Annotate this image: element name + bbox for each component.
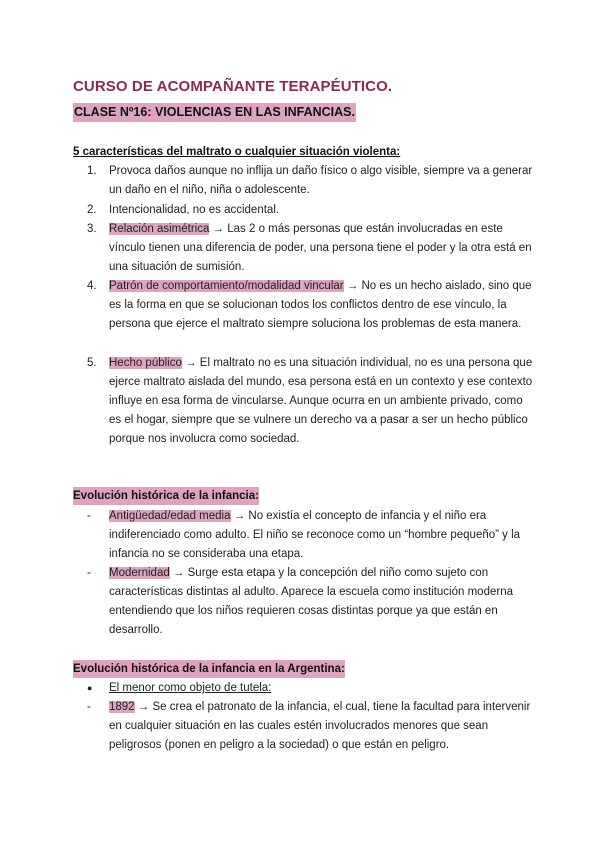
list-item — [73, 507, 533, 564]
highlighted-term: Patrón de comportamiento/modalidad vincular — [109, 280, 344, 292]
list-marker: - — [87, 701, 91, 713]
section-heading-historical-evolution: Evolución histórica de la infancia: — [73, 487, 259, 505]
bullet-text: El menor como objeto de tutela: — [109, 682, 272, 694]
class-subtitle: CLASE Nº16: VIOLENCIAS EN LAS INFANCIAS. — [73, 103, 356, 122]
list-item — [73, 354, 533, 449]
item-text: → No existía el concepto de infancia y el niño era indiferenciado como adulto. El niño se reconoce como un “hombre pequeño” y la infancia no se consideraba una etapa. — [109, 510, 521, 560]
list-item — [73, 564, 533, 640]
list-marker: 2. — [87, 204, 97, 216]
list-marker: 3. — [87, 223, 97, 235]
item-text: → Las 2 o más personas que están involucradas en este vínculo tienen una diferencia de poder, una persona tiene el poder y la otra está en una situación de sumisión. — [109, 223, 532, 273]
section-heading-argentina: Evolución histórica de la infancia en la Argentina: — [73, 660, 345, 678]
list-marker: 4. — [87, 280, 97, 292]
list-item — [73, 201, 533, 220]
list-item — [73, 220, 533, 277]
item-text: Intencionalidad, no es accidental. — [109, 204, 280, 216]
list-item — [73, 162, 533, 200]
bullet-item — [73, 679, 533, 698]
highlighted-term: Hecho público — [109, 357, 182, 369]
item-text: → No es un hecho aislado, sino que es la forma en que se solucionan todos los conflictos dentro de ese vínculo, la persona que ejerce el maltrato siempre soluciona los problemas de esta manera. — [109, 280, 532, 330]
highlighted-term: Antigüedad/edad media — [109, 510, 231, 522]
list-marker: 5. — [87, 357, 97, 369]
item-text: → El maltrato no es una situación individual, no es una persona que ejerce maltrato aislada del mundo, esa persona está en un contexto y ese contexto influye en esa forma de vincularse. Aunque ocurra en un ambiente privado, como es el hogar, siempre que se vulnere un derecho va a pasar a ser un hecho público porque nos involucra como sociedad. — [109, 357, 533, 445]
bullet-marker: ● — [87, 683, 93, 693]
highlighted-term: 1892 — [109, 701, 135, 713]
item-text: → Surge esta etapa y la concepción del niño como sujeto con características distintas al adulto. Aparece la escuela como institución moderna entendiendo que los niños requieren cosas distintas porque ya que están en desarrollo. — [109, 567, 513, 636]
section-heading-characteristics: 5 características del maltrato o cualquier situación violenta: — [73, 146, 401, 158]
item-text: Provoca daños aunque no inflija un daño físico o algo visible, siempre va a generar un daño en el niño, niña o adolescente. — [109, 165, 533, 196]
list-marker: 1. — [87, 165, 97, 177]
highlighted-term: Relación asimétrica — [109, 223, 210, 235]
list-item — [73, 698, 533, 755]
highlighted-term: Modernidad — [109, 567, 170, 579]
list-marker: - — [87, 567, 91, 579]
list-item — [73, 277, 533, 334]
item-text: → Se crea el patronato de la infancia, el cual, tiene la facultad para intervenir en cualquier situación en las cuales estén involucrados menores que sean peligrosos (ponen en peligro a la sociedad) o que están en peligro. — [109, 701, 531, 751]
document-title: CURSO DE ACOMPAÑANTE TERAPÉUTICO. — [73, 78, 393, 95]
list-marker: - — [87, 510, 91, 522]
